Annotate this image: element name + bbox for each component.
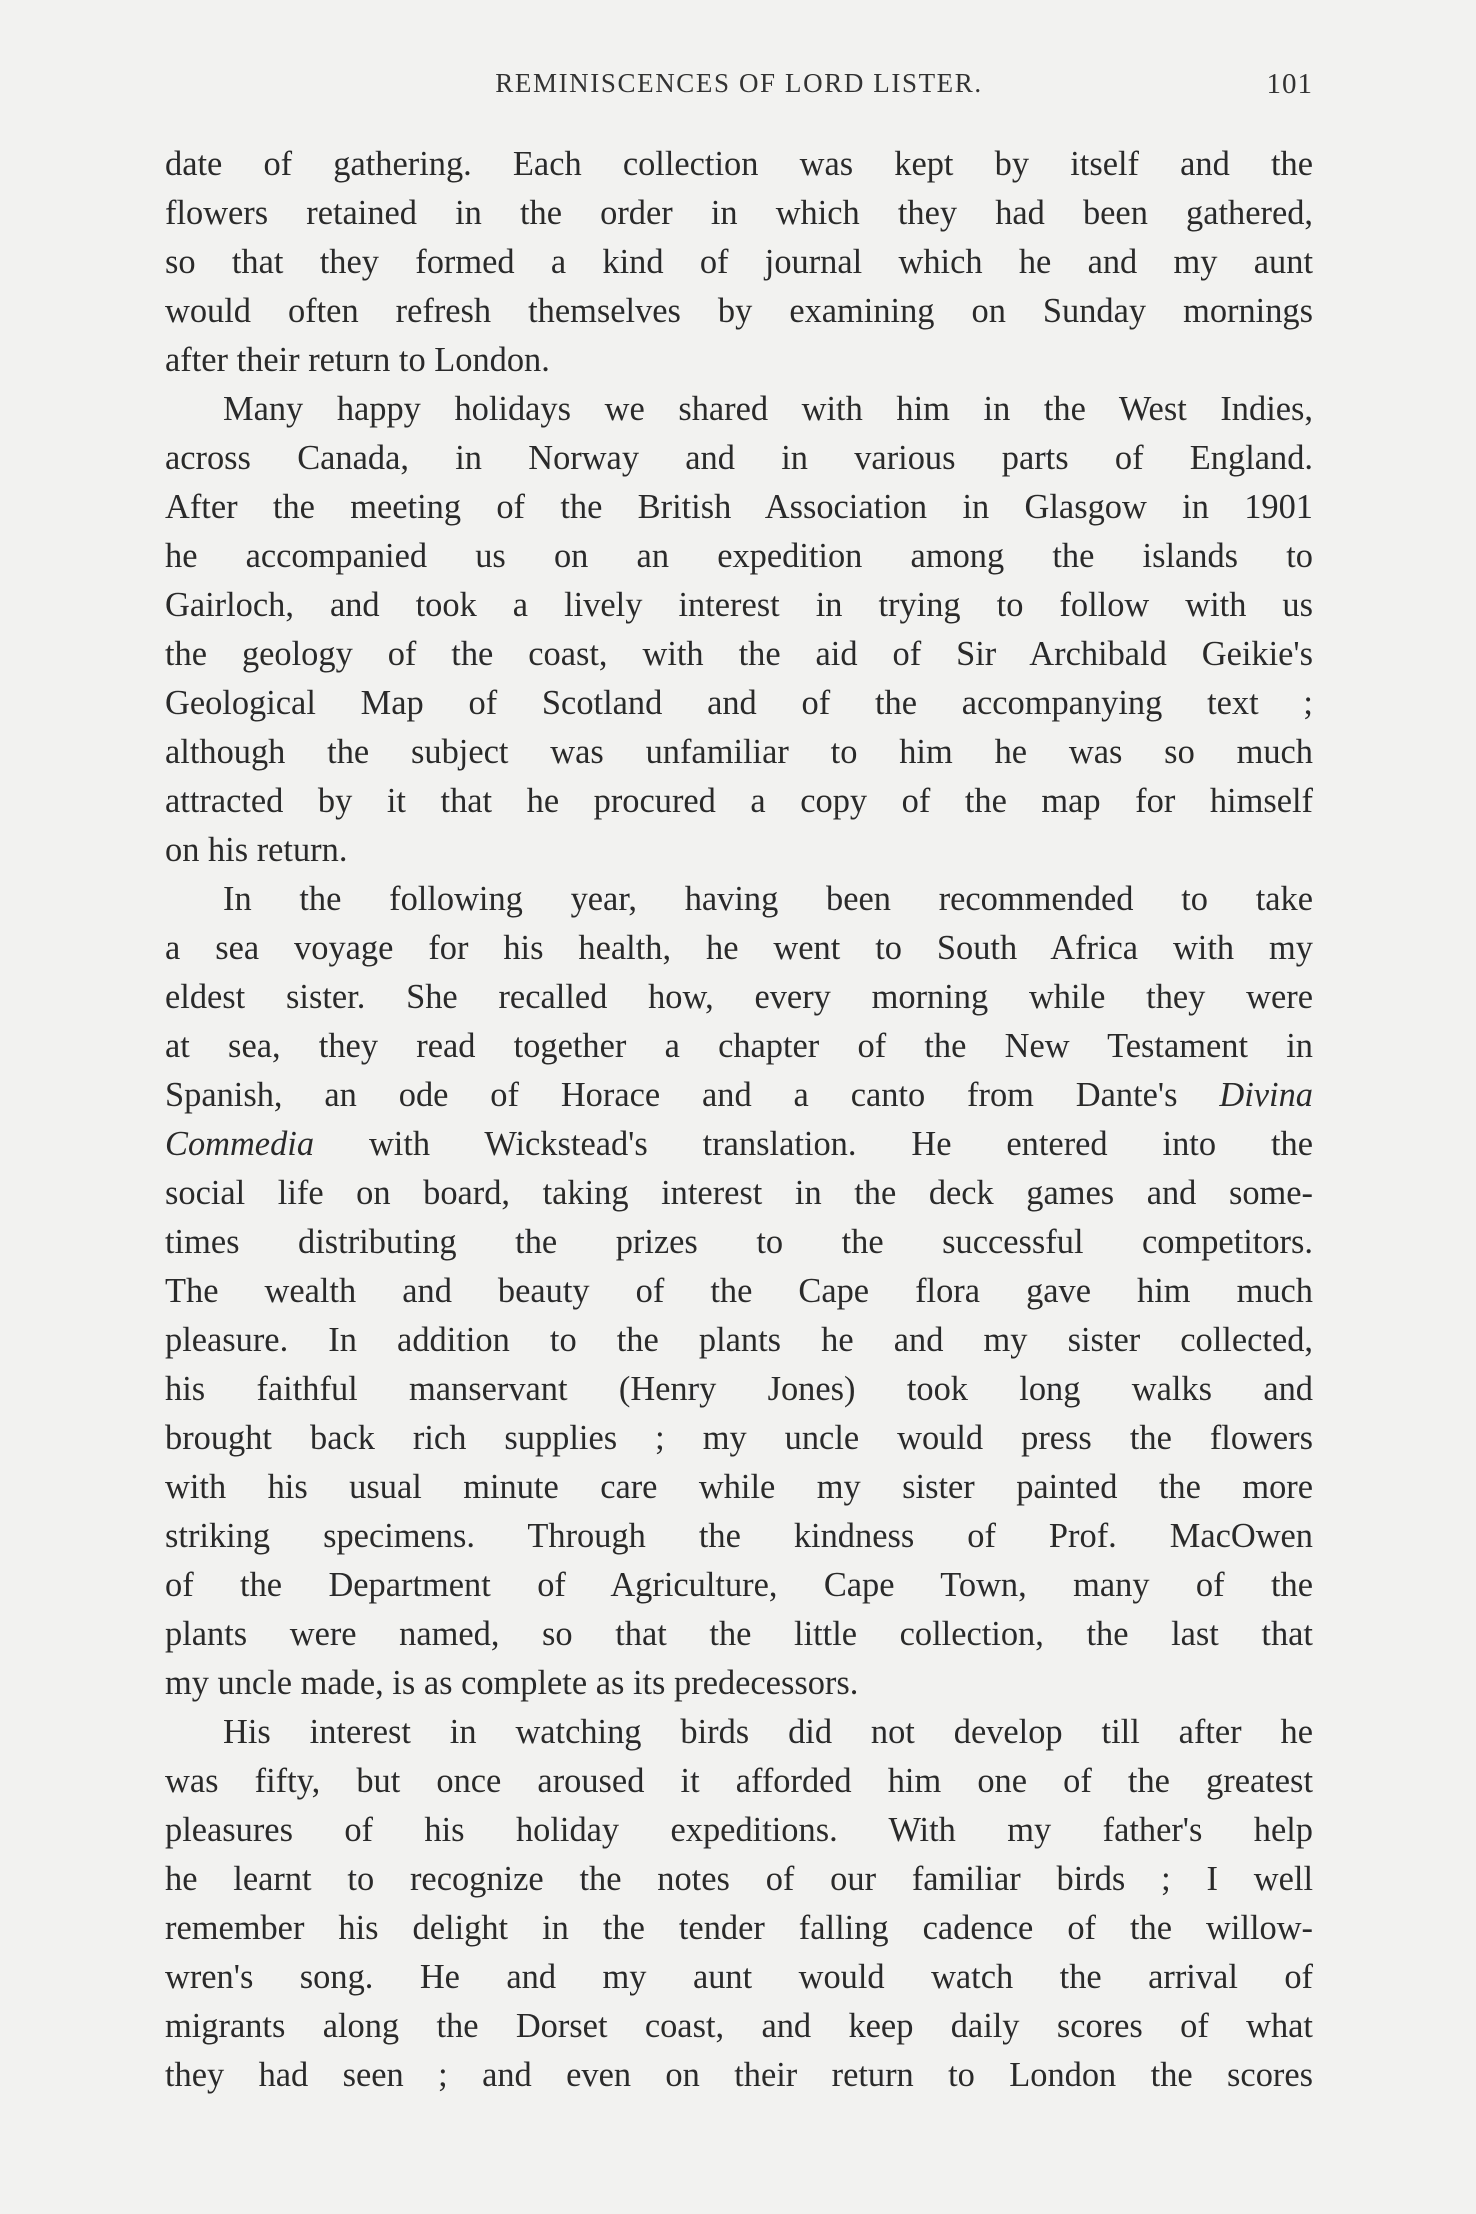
- text-line: striking specimens. Through the kindness of Prof. MacOwen: [165, 1517, 1313, 1555]
- text-line-italic: Divina: [1219, 1076, 1313, 1114]
- text-line: his faithful manservant (Henry Jones) took long walks and: [165, 1370, 1313, 1408]
- body-text: [165, 140, 1313, 2100]
- text-line-italic: Commedia: [165, 1125, 315, 1163]
- text-line: brought back rich supplies ; my uncle would press the flowers: [165, 1419, 1313, 1457]
- text-line: on his return.: [165, 831, 348, 869]
- text-line: he accompanied us on an expedition among the islands to: [165, 537, 1313, 575]
- text-line: date of gathering. Each collection was kept by itself and the: [165, 145, 1313, 183]
- text-line: flowers retained in the order in which they had been gathered,: [165, 194, 1313, 232]
- text-line: Geological Map of Scotland and of the accompanying text ;: [165, 684, 1313, 722]
- running-title: REMINISCENCES OF LORD LISTER.: [495, 68, 983, 98]
- text-line: after their return to London.: [165, 341, 550, 379]
- text-line: eldest sister. She recalled how, every morning while they were: [165, 978, 1313, 1016]
- text-line: His interest in watching birds did not develop till after he: [223, 1713, 1313, 1751]
- text-line: migrants along the Dorset coast, and keep daily scores of what: [165, 2007, 1313, 2045]
- text-line: In the following year, having been recommended to take: [223, 880, 1313, 918]
- text-line: The wealth and beauty of the Cape flora gave him much: [165, 1272, 1313, 1310]
- text-line: remember his delight in the tender falling cadence of the willow-: [165, 1909, 1313, 1947]
- text-line: across Canada, in Norway and in various parts of England.: [165, 439, 1313, 477]
- running-header: [165, 60, 1313, 120]
- text-line: pleasure. In addition to the plants he and my sister collected,: [165, 1321, 1313, 1359]
- text-line: so that they formed a kind of journal which he and my aunt: [165, 243, 1313, 281]
- text-line: After the meeting of the British Association in Glasgow in 1901: [165, 488, 1313, 526]
- text-line: social life on board, taking interest in the deck games and some-: [165, 1174, 1313, 1212]
- text-line: wren's song. He and my aunt would watch the arrival of: [165, 1958, 1313, 1996]
- page-number: 101: [1266, 68, 1313, 100]
- text-line-roman: Spanish, an ode of Horace and a canto from Dante's: [165, 1076, 1220, 1114]
- text-line: the geology of the coast, with the aid of Sir Archibald Geikie's: [165, 635, 1313, 673]
- text-line: Many happy holidays we shared with him in the West Indies,: [223, 390, 1313, 428]
- text-line: times distributing the prizes to the successful competitors.: [165, 1223, 1313, 1261]
- text-line: [165, 1071, 1313, 1120]
- text-line: he learnt to recognize the notes of our familiar birds ; I well: [165, 1860, 1313, 1898]
- text-line: a sea voyage for his health, he went to South Africa with my: [165, 929, 1313, 967]
- text-line: my uncle made, is as complete as its predecessors.: [165, 1664, 859, 1702]
- text-line: Gairloch, and took a lively interest in trying to follow with us: [165, 586, 1313, 624]
- text-line: attracted by it that he procured a copy of the map for himself: [165, 782, 1313, 820]
- text-line: [165, 1120, 1313, 1169]
- text-line: was fifty, but once aroused it afforded him one of the greatest: [165, 1762, 1313, 1800]
- text-line: although the subject was unfamiliar to him he was so much: [165, 733, 1313, 771]
- text-line: would often refresh themselves by examining on Sunday mornings: [165, 292, 1313, 330]
- text-line: pleasures of his holiday expeditions. With my father's help: [165, 1811, 1313, 1849]
- text-line: with his usual minute care while my sister painted the more: [165, 1468, 1313, 1506]
- text-line-roman: with Wickstead's translation. He entered into the: [314, 1125, 1313, 1163]
- text-line: of the Department of Agriculture, Cape Town, many of the: [165, 1566, 1313, 1604]
- text-line: at sea, they read together a chapter of the New Testament in: [165, 1027, 1313, 1065]
- text-line: they had seen ; and even on their return to London the scores: [165, 2056, 1313, 2094]
- text-line: plants were named, so that the little collection, the last that: [165, 1615, 1313, 1653]
